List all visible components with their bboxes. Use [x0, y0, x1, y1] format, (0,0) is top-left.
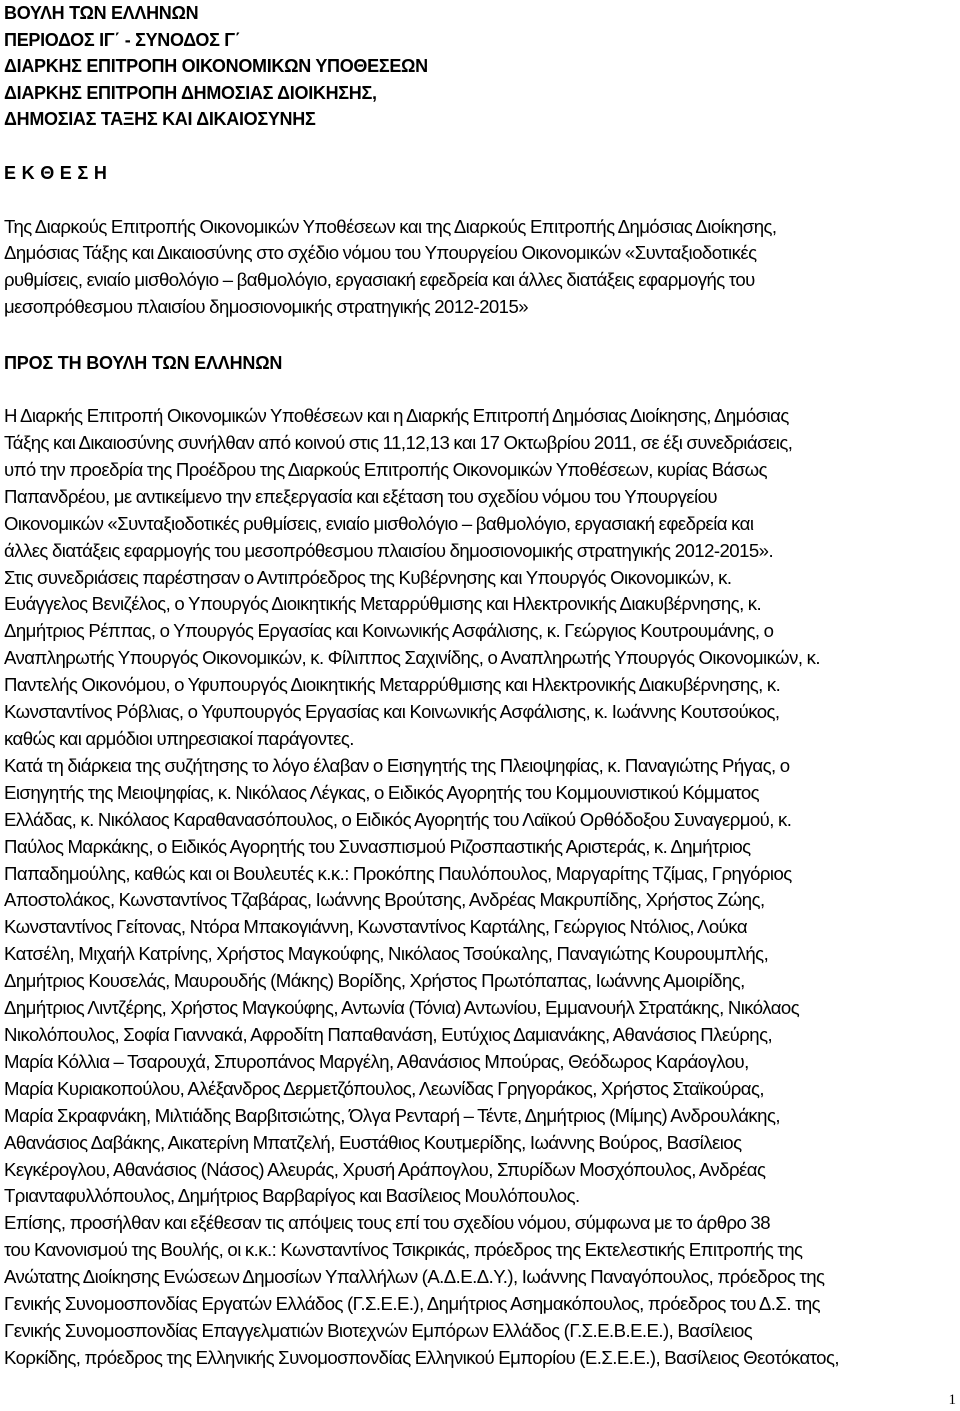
body-line: Δημήτριος Ρέππας, ο Υπουργός Εργασίας και Κοινωνικής Ασφάλισης, κ. Γεώργιος Κουτρουμάνης, ο	[4, 620, 774, 642]
body-line: Ευάγγελος Βενιζέλος, ο Υπουργός Διοικητικής Μεταρρύθμισης και Ηλεκτρονικής Διακυβέρνησης, κ.	[4, 593, 762, 615]
body-line: Γενικής Συνομοσπονδίας Εργατών Ελλάδος (Γ.Σ.Ε.Ε.), Δημήτριος Ασημακόπουλος, πρόεδρος του Δ.Σ. της	[4, 1293, 821, 1315]
body-line: Νικολόπουλος, Σοφία Γιαννακά, Αφροδίτη Παπαθανάση, Ευτύχιος Δαμιανάκης, Αθανάσιος Πλεύρης,	[4, 1023, 773, 1045]
body-line: Κωνσταντίνος Γείτονας, Ντόρα Μπακογιάννη, Κωνσταντίνος Καρτάλης, Γεώργιος Ντόλιος, Λούκα	[4, 916, 748, 938]
body-line: Αποστολάκος, Κωνσταντίνος Τζαβάρας, Ιωάννης Βρούτσης, Ανδρέας Μακρυπίδης, Χρήστος Ζώης,	[4, 889, 765, 911]
body-line: Αθανάσιος Δαβάκης, Αικατερίνη Μπατζελή, Ευστάθιος Κουτμερίδης, Ιωάννης Βούρος, Βασίλειος	[4, 1131, 742, 1153]
body-line: Στις συνεδριάσεις παρέστησαν ο Αντιπρόεδρος της Κυβέρνησης και Υπουργός Οικονομικών, κ.	[4, 566, 732, 588]
body-line: Επίσης, προσήλθαν και εξέθεσαν τις απόψεις τους επί του σχεδίου νόμου, σύμφωνα με το άρθρο 38	[4, 1212, 770, 1234]
body-line: Μαρία Κυριακοπούλου, Αλέξανδρος Δερμετζόπουλος, Λεωνίδας Γρηγοράκος, Χρήστος Σταϊκούρας,	[4, 1077, 765, 1099]
document-header	[4, 0, 956, 133]
header-committee-justice: ΔΗΜΟΣΙΑΣ ΤΑΞΗΣ ΚΑΙ ΔΙΚΑΙΟΣΥΝΗΣ	[4, 109, 316, 129]
body-line: Τάξης και Δικαιοσύνης συνήλθαν από κοινού στις 11,12,13 και 17 Οκτωβρίου 2011, σε έξι συνεδριάσεις,	[4, 432, 793, 454]
body-line: Οικονομικών «Συνταξιοδοτικές ρυθμίσεις, ενιαίο μισθολόγιο – βαθμολόγιο, εργασιακή εφεδρεία και	[4, 512, 754, 534]
header-committee-economic: ΔΙΑΡΚΗΣ ΕΠΙΤΡΟΠΗ ΟΙΚΟΝΟΜΙΚΩΝ ΥΠΟΘΕΣΕΩΝ	[4, 56, 428, 76]
body-line: Δημήτριος Κουσελάς, Μαυρουδής (Μάκης) Βορίδης, Χρήστος Πρωτόπαπας, Ιωάννης Αμοιρίδης,	[4, 970, 745, 992]
body-line: Παντελής Οικονόμου, ο Υφυπουργός Διοικητικής Μεταρρύθμισης και Ηλεκτρονικής Διακυβέρνησης, κ.	[4, 674, 781, 696]
intro-line: ρυθμίσεις, ενιαίο μισθολόγιο – βαθμολόγιο, εργασιακή εφεδρεία και άλλες διατάξεις εφαρμογής του	[4, 269, 755, 291]
page-number: 1	[948, 1392, 956, 1408]
body-text	[4, 403, 956, 1372]
section-title: ΠΡΟΣ ΤΗ ΒΟΥΛΗ ΤΩΝ ΕΛΛΗΝΩΝ	[4, 353, 283, 374]
document-page	[4, 0, 956, 1372]
body-line: Μαρία Σκραφνάκη, Μιλτιάδης Βαρβιτσιώτης, Όλγα Ρενταρή – Τέντε, Δημήτριος (Μίμης) Ανδρουλάκης,	[4, 1104, 780, 1126]
body-line: Αναπληρωτής Υπουργός Οικονομικών, κ. Φίλιππος Σαχινίδης, ο Αναπληρωτής Υπουργός Οικονομικών, κ.	[4, 647, 820, 669]
body-line: Παπανδρέου, με αντικείμενο την επεξεργασία και εξέταση του σχεδίου νόμου του Υπουργείου	[4, 485, 718, 507]
body-line: Κορκίδης, πρόεδρος της Ελληνικής Συνομοσπονδίας Ελληνικού Εμπορίου (Ε.Σ.Ε.Ε.), Βασίλειος Θεοτόκατος,	[4, 1346, 839, 1368]
report-title: Ε Κ Θ Ε Σ Η	[4, 162, 108, 183]
body-line: Ανώτατης Διοίκησης Ενώσεων Δημοσίων Υπαλλήλων (Α.Δ.Ε.Δ.Υ.), Ιωάννης Παναγόπουλος, πρόεδρος της	[4, 1266, 825, 1288]
body-line: Κατά τη διάρκεια της συζήτησης το λόγο έλαβαν ο Εισηγητής της Πλειοψηφίας, κ. Παναγιώτης Ρήγας, ο	[4, 754, 790, 776]
body-line: Δημήτριος Λιντζέρης, Χρήστος Μαγκούφης, Αντωνία (Τόνια) Αντωνίου, Εμμανουήλ Στρατάκης, Νικόλαος	[4, 997, 800, 1019]
body-line: Παπαδημούλης, καθώς και οι Βουλευτές κ.κ.: Προκόπης Παυλόπουλος, Μαργαρίτης Τζίμας, Γρηγόριος	[4, 862, 792, 884]
body-line: Κατσέλη, Μιχαήλ Κατρίνης, Χρήστος Μαγκούφης, Νικόλαος Τσούκαλης, Παναγιώτης Κουρουμπλής,	[4, 943, 769, 965]
body-line: Παύλος Μαρκάκης, ο Ειδικός Αγορητής του Συνασπισμού Ριζοσπαστικής Αριστεράς, κ. Δημήτριος	[4, 835, 751, 857]
header-parliament: ΒΟΥΛΗ ΤΩΝ ΕΛΛΗΝΩΝ	[4, 3, 199, 23]
body-line: του Κανονισμού της Βουλής, οι κ.κ.: Κωνσταντίνος Τσικρικάς, πρόεδρος της Εκτελεστικής Επιτροπής της	[4, 1239, 803, 1261]
body-line: Εισηγητής της Μειοψηφίας, κ. Νικόλαος Λέγκας, ο Ειδικός Αγορητής του Κομμουνιστικού Κόμματος	[4, 781, 760, 803]
body-line: Κωνσταντίνος Ρόβλιας, ο Υφυπουργός Εργασίας και Κοινωνικής Ασφάλισης, κ. Ιωάννης Κουτσούκος,	[4, 701, 780, 723]
body-line: Μαρία Κόλλια – Τσαρουχά, Σπυροπάνος Μαργέλη, Αθανάσιος Μπούρας, Θεόδωρος Καράογλου,	[4, 1050, 749, 1072]
body-line: άλλες διατάξεις εφαρμογής του μεσοπρόθεσμου πλαισίου δημοσιονομικής στρατηγικής 2012-2015».	[4, 539, 774, 561]
intro-line: μεσοπρόθεσμου πλαισίου δημοσιονομικής στρατηγικής 2012-2015»	[4, 296, 529, 318]
body-line: καθώς και αρμόδιοι υπηρεσιακοί παράγοντες.	[4, 728, 354, 749]
body-line: Η Διαρκής Επιτροπή Οικονομικών Υποθέσεων και η Διαρκής Επιτροπή Δημόσιας Διοίκησης, Δημόσιας	[4, 405, 789, 427]
body-line: υπό την προεδρία της Προέδρου της Διαρκούς Επιτροπής Οικονομικών Υποθέσεων, κυρίας Βάσως	[4, 458, 768, 480]
header-session: ΠΕΡΙΟΔΟΣ ΙΓ΄ - ΣΥΝΟΔΟΣ Γ΄	[4, 29, 241, 50]
intro-paragraph	[4, 214, 956, 322]
header-committee-public-admin: ΔΙΑΡΚΗΣ ΕΠΙΤΡΟΠΗ ΔΗΜΟΣΙΑΣ ΔΙΟΙΚΗΣΗΣ,	[4, 82, 377, 103]
body-line: Ελλάδας, κ. Νικόλαος Καραθανασόπουλος, ο Ειδικός Αγορητής του Λαϊκού Ορθόδοξου Συναγερμού, κ.	[4, 808, 792, 830]
intro-line: Της Διαρκούς Επιτροπής Οικονομικών Υποθέσεων και της Διαρκούς Επιτροπής Δημόσιας Διοίκησης,	[4, 215, 777, 237]
body-line: Κεγκέρογλου, Αθανάσιος (Νάσος) Αλευράς, Χρυσή Αράπογλου, Σπυρίδων Μοσχόπουλος, Ανδρέας	[4, 1158, 766, 1180]
body-line: Γενικής Συνομοσπονδίας Επαγγελματιών Βιοτεχνών Εμπόρων Ελλάδος (Γ.Σ.Ε.Β.Ε.Ε.), Βασίλειος	[4, 1319, 753, 1341]
intro-line: Δημόσιας Τάξης και Δικαιοσύνης στο σχέδιο νόμου του Υπουργείου Οικονομικών «Συνταξιοδοτικές	[4, 242, 757, 264]
body-line: Τριανταφυλλόπουλος, Δημήτριος Βαρβαρίγος και Βασίλειος Μουλόπουλος.	[4, 1185, 580, 1207]
